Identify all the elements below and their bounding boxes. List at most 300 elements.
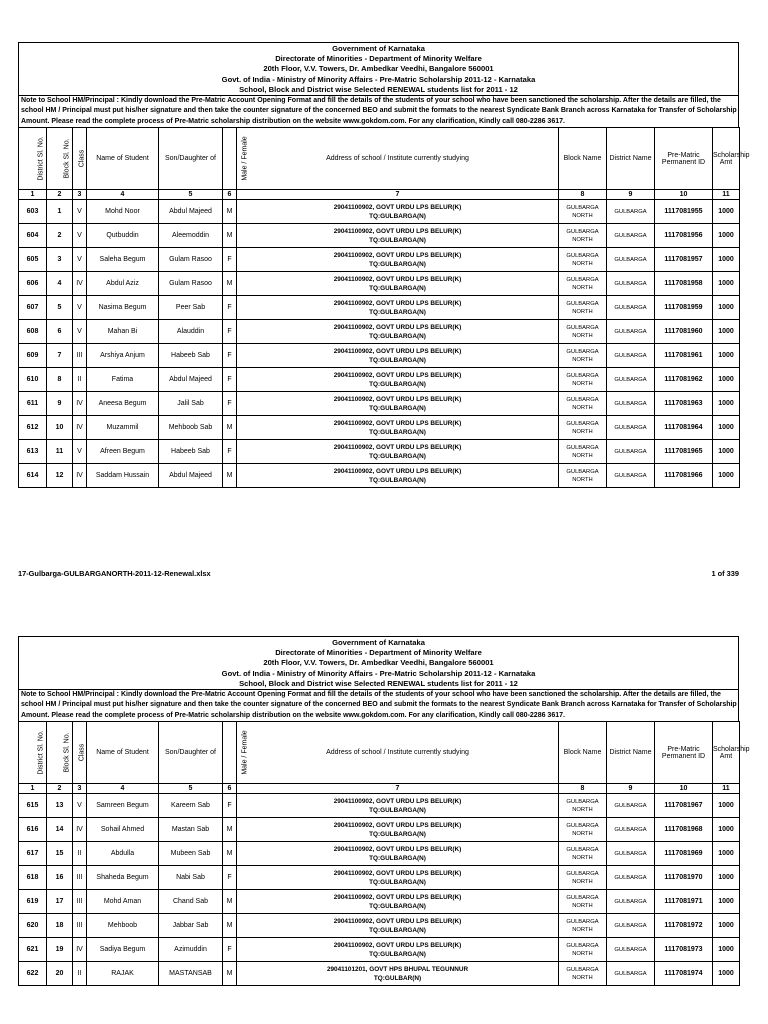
block-name-line: NORTH — [572, 356, 593, 363]
amount-cell: 1000 — [713, 392, 740, 416]
table-row — [19, 368, 740, 392]
amount-cell: 1000 — [713, 344, 740, 368]
table-row — [19, 320, 740, 344]
student-name-cell: Abdul Aziz — [87, 272, 159, 296]
block-name-line: GULBARGA — [566, 324, 599, 331]
parent-name-cell: Habeeb Sab — [159, 440, 223, 464]
address-cell — [237, 344, 559, 368]
amount-cell: 1000 — [713, 914, 740, 938]
block-sl-cell: 8 — [47, 368, 73, 392]
gender-cell: F — [223, 392, 237, 416]
district-sl-cell: 608 — [19, 320, 47, 344]
student-name-cell: RAJAK — [87, 962, 159, 986]
amount-cell: 1000 — [713, 272, 740, 296]
note-to-principal: Note to School HM/Principal : Kindly download the Pre-Matric Account Opening Format and fill the details of the students of your school who have been sanctioned the scholarship. After the details are filled, the school HM / Principal must put his/her signature and then take the counter signature of the concerned BEO and submit the formats to the nearest Syndicate Bank Branch across Karnataka for Transfer of Scholarship Amount. Please read the complete process of Pre-Matric scholarship distribution on the website www.gokdom.com. For any clarification, Kindly call 080-2286 3617. — [18, 95, 739, 127]
address-cell — [237, 248, 559, 272]
gender-cell: M — [223, 962, 237, 986]
col-address: Address of school / Institute currently studying — [237, 128, 559, 190]
permanent-id-cell: 1117081962 — [655, 368, 713, 392]
class-cell: III — [73, 914, 87, 938]
block-name-cell — [559, 296, 607, 320]
permanent-id-cell: 1117081959 — [655, 296, 713, 320]
block-name-cell — [559, 938, 607, 962]
amount-cell: 1000 — [713, 440, 740, 464]
table-row — [19, 224, 740, 248]
permanent-id-cell: 1117081965 — [655, 440, 713, 464]
student-name-cell: Qutbuddin — [87, 224, 159, 248]
amount-cell: 1000 — [713, 938, 740, 962]
district-sl-cell: 618 — [19, 866, 47, 890]
block-name-line: GULBARGA — [566, 870, 599, 877]
permanent-id-cell: 1117081969 — [655, 842, 713, 866]
district-sl-cell: 622 — [19, 962, 47, 986]
block-name-cell — [559, 392, 607, 416]
amount-cell: 1000 — [713, 200, 740, 224]
district-name-cell: GULBARGA — [607, 224, 655, 248]
table-row — [19, 962, 740, 986]
student-name-cell: Mehboob — [87, 914, 159, 938]
col-district-sl: District Sl. No. — [19, 722, 47, 784]
permanent-id-cell: 1117081971 — [655, 890, 713, 914]
col-district-sl: District Sl. No. — [19, 128, 47, 190]
district-sl-cell: 610 — [19, 368, 47, 392]
district-sl-cell: 615 — [19, 794, 47, 818]
amount-cell: 1000 — [713, 890, 740, 914]
address-line: 29041100902, GOVT URDU LPS BELUR(K) — [333, 395, 462, 403]
class-cell: IV — [73, 272, 87, 296]
block-name-cell — [559, 272, 607, 296]
block-name-line: GULBARGA — [566, 396, 599, 403]
address-line: 29041100902, GOVT URDU LPS BELUR(K) — [333, 941, 462, 949]
col-parent: Son/Daughter of — [159, 128, 223, 190]
gender-cell: F — [223, 344, 237, 368]
class-cell: IV — [73, 416, 87, 440]
address-cell — [237, 890, 559, 914]
block-name-line: NORTH — [572, 452, 593, 459]
block-name-line: GULBARGA — [566, 942, 599, 949]
table-row — [19, 296, 740, 320]
col-student-name: Name of Student — [87, 722, 159, 784]
district-name-cell: GULBARGA — [607, 248, 655, 272]
block-sl-cell: 10 — [47, 416, 73, 440]
student-name-cell: Arshiya Anjum — [87, 344, 159, 368]
block-name-line: NORTH — [572, 974, 593, 981]
class-cell: III — [73, 890, 87, 914]
permanent-id-cell: 1117081956 — [655, 224, 713, 248]
student-name-cell: Fatima — [87, 368, 159, 392]
address-line: TQ:GULBARGA(N) — [369, 308, 426, 316]
block-name-line: NORTH — [572, 284, 593, 291]
address-line: 29041100902, GOVT URDU LPS BELUR(K) — [333, 347, 462, 355]
block-name-line: NORTH — [572, 428, 593, 435]
class-cell: IV — [73, 818, 87, 842]
col-number: 1 — [19, 784, 47, 794]
permanent-id-cell: 1117081966 — [655, 464, 713, 488]
block-sl-cell: 1 — [47, 200, 73, 224]
table-row — [19, 200, 740, 224]
block-name-line: GULBARGA — [566, 468, 599, 475]
block-name-line: GULBARGA — [566, 276, 599, 283]
gender-cell: M — [223, 200, 237, 224]
permanent-id-cell: 1117081960 — [655, 320, 713, 344]
parent-name-cell: Nabi Sab — [159, 866, 223, 890]
address-cell — [237, 200, 559, 224]
address-line: TQ:GULBARGA(N) — [369, 854, 426, 862]
permanent-id-cell: 1117081955 — [655, 200, 713, 224]
address-line: 29041100902, GOVT URDU LPS BELUR(K) — [333, 275, 462, 283]
amount-cell: 1000 — [713, 842, 740, 866]
address-line: 29041100902, GOVT URDU LPS BELUR(K) — [333, 323, 462, 331]
parent-name-cell: Alauddin — [159, 320, 223, 344]
block-name-line: NORTH — [572, 902, 593, 909]
block-name-line: NORTH — [572, 308, 593, 315]
gender-cell: F — [223, 248, 237, 272]
col-permanent-id: Pre-Matric Permanent ID — [655, 722, 713, 784]
students-table — [18, 721, 750, 986]
header-line: School, Block and District wise Selected RENEWAL students list for 2011 - 12 — [239, 678, 518, 688]
amount-cell: 1000 — [713, 248, 740, 272]
block-name-line: NORTH — [572, 830, 593, 837]
address-line: 29041100902, GOVT URDU LPS BELUR(K) — [333, 467, 462, 475]
class-cell: V — [73, 794, 87, 818]
address-line: TQ:GULBARGA(N) — [369, 404, 426, 412]
block-sl-cell: 5 — [47, 296, 73, 320]
block-sl-cell: 16 — [47, 866, 73, 890]
block-name-line: GULBARGA — [566, 798, 599, 805]
block-sl-cell: 9 — [47, 392, 73, 416]
block-sl-cell: 18 — [47, 914, 73, 938]
class-cell: V — [73, 248, 87, 272]
block-sl-cell: 15 — [47, 842, 73, 866]
class-cell: V — [73, 200, 87, 224]
district-name-cell: GULBARGA — [607, 938, 655, 962]
block-name-cell — [559, 320, 607, 344]
class-cell: V — [73, 440, 87, 464]
gender-cell: M — [223, 818, 237, 842]
student-name-cell: Mahan Bi — [87, 320, 159, 344]
table-row — [19, 416, 740, 440]
block-sl-cell: 3 — [47, 248, 73, 272]
student-name-cell: Nasima Begum — [87, 296, 159, 320]
parent-name-cell: Chand Sab — [159, 890, 223, 914]
class-cell: II — [73, 368, 87, 392]
class-cell: V — [73, 224, 87, 248]
address-line: 29041100902, GOVT URDU LPS BELUR(K) — [333, 869, 462, 877]
block-name-cell — [559, 464, 607, 488]
district-name-cell: GULBARGA — [607, 368, 655, 392]
address-line: 29041100902, GOVT URDU LPS BELUR(K) — [333, 299, 462, 307]
gender-cell: F — [223, 368, 237, 392]
district-sl-cell: 604 — [19, 224, 47, 248]
gender-cell: F — [223, 866, 237, 890]
students-table — [18, 127, 750, 488]
address-line: TQ:GULBAR(N) — [373, 974, 422, 982]
col-amount: Scholarship Amt — [713, 128, 740, 190]
address-cell — [237, 368, 559, 392]
address-line: 29041100902, GOVT URDU LPS BELUR(K) — [333, 821, 462, 829]
document-header — [18, 636, 739, 689]
address-cell — [237, 914, 559, 938]
col-block-name: Block Name — [559, 128, 607, 190]
district-name-cell: GULBARGA — [607, 464, 655, 488]
col-block-sl: Block Sl. No. — [47, 128, 73, 190]
student-name-cell: Mohd Aman — [87, 890, 159, 914]
block-sl-cell: 4 — [47, 272, 73, 296]
address-line: TQ:GULBARGA(N) — [369, 476, 426, 484]
page-1 — [18, 42, 750, 488]
col-number: 8 — [559, 784, 607, 794]
col-student-name: Name of Student — [87, 128, 159, 190]
student-name-cell: Saddam Hussain — [87, 464, 159, 488]
parent-name-cell: Habeeb Sab — [159, 344, 223, 368]
class-cell: IV — [73, 938, 87, 962]
address-cell — [237, 224, 559, 248]
col-number: 11 — [713, 784, 740, 794]
address-line: 29041101201, GOVT HPS BHUPAL TEGUNNUR — [326, 965, 469, 973]
col-address: Address of school / Institute currently studying — [237, 722, 559, 784]
district-sl-cell: 614 — [19, 464, 47, 488]
gender-cell: M — [223, 842, 237, 866]
header-line: Government of Karnataka — [332, 638, 425, 647]
block-name-cell — [559, 818, 607, 842]
amount-cell: 1000 — [713, 368, 740, 392]
class-cell: V — [73, 296, 87, 320]
student-name-cell: Samreen Begum — [87, 794, 159, 818]
block-name-cell — [559, 200, 607, 224]
district-name-cell: GULBARGA — [607, 818, 655, 842]
parent-name-cell: Mubeen Sab — [159, 842, 223, 866]
address-line: TQ:GULBARGA(N) — [369, 878, 426, 886]
address-line: 29041100902, GOVT URDU LPS BELUR(K) — [333, 845, 462, 853]
gender-cell: M — [223, 890, 237, 914]
parent-name-cell: Mehboob Sab — [159, 416, 223, 440]
amount-cell: 1000 — [713, 320, 740, 344]
col-district-name: District Name — [607, 128, 655, 190]
student-name-cell: Sohail Ahmed — [87, 818, 159, 842]
address-line: TQ:GULBARGA(N) — [369, 452, 426, 460]
district-name-cell: GULBARGA — [607, 200, 655, 224]
block-name-line: NORTH — [572, 236, 593, 243]
block-name-line: NORTH — [572, 332, 593, 339]
block-name-cell — [559, 224, 607, 248]
block-name-line: GULBARGA — [566, 300, 599, 307]
col-permanent-id: Pre-Matric Permanent ID — [655, 128, 713, 190]
parent-name-cell: Azimuddin — [159, 938, 223, 962]
district-name-cell: GULBARGA — [607, 344, 655, 368]
district-name-cell: GULBARGA — [607, 320, 655, 344]
student-name-cell: Muzammil — [87, 416, 159, 440]
col-number: 6 — [223, 190, 237, 200]
block-name-line: GULBARGA — [566, 444, 599, 451]
col-number: 9 — [607, 190, 655, 200]
block-name-line: NORTH — [572, 260, 593, 267]
block-name-line: GULBARGA — [566, 204, 599, 211]
address-cell — [237, 464, 559, 488]
permanent-id-cell: 1117081972 — [655, 914, 713, 938]
address-line: TQ:GULBARGA(N) — [369, 380, 426, 388]
parent-name-cell: Aleemoddin — [159, 224, 223, 248]
address-cell — [237, 938, 559, 962]
table-row — [19, 842, 740, 866]
block-sl-cell: 19 — [47, 938, 73, 962]
student-name-cell: Saleha Begum — [87, 248, 159, 272]
block-name-line: NORTH — [572, 950, 593, 957]
block-name-cell — [559, 962, 607, 986]
col-gender: Male / Female — [223, 128, 237, 190]
address-line: TQ:GULBARGA(N) — [369, 356, 426, 364]
parent-name-cell: Mastan Sab — [159, 818, 223, 842]
district-sl-cell: 611 — [19, 392, 47, 416]
block-name-cell — [559, 368, 607, 392]
col-block-sl: Block Sl. No. — [47, 722, 73, 784]
table-row — [19, 392, 740, 416]
address-cell — [237, 272, 559, 296]
block-name-line: NORTH — [572, 806, 593, 813]
amount-cell: 1000 — [713, 794, 740, 818]
document-header — [18, 42, 739, 95]
gender-cell: M — [223, 416, 237, 440]
district-name-cell: GULBARGA — [607, 914, 655, 938]
parent-name-cell: Kareem Sab — [159, 794, 223, 818]
class-cell: III — [73, 866, 87, 890]
permanent-id-cell: 1117081961 — [655, 344, 713, 368]
permanent-id-cell: 1117081970 — [655, 866, 713, 890]
block-name-line: NORTH — [572, 212, 593, 219]
district-sl-cell: 606 — [19, 272, 47, 296]
column-number-row — [19, 190, 740, 200]
block-name-line: NORTH — [572, 878, 593, 885]
parent-name-cell: Abdul Majeed — [159, 464, 223, 488]
table-row — [19, 890, 740, 914]
col-number: 2 — [47, 784, 73, 794]
permanent-id-cell: 1117081958 — [655, 272, 713, 296]
block-name-line: NORTH — [572, 404, 593, 411]
col-number: 11 — [713, 190, 740, 200]
address-line: 29041100902, GOVT URDU LPS BELUR(K) — [333, 371, 462, 379]
col-number: 4 — [87, 784, 159, 794]
gender-cell: F — [223, 794, 237, 818]
address-line: TQ:GULBARGA(N) — [369, 902, 426, 910]
district-sl-cell: 613 — [19, 440, 47, 464]
page-2 — [18, 636, 750, 986]
footer-page-number: 1 of 339 — [711, 569, 739, 578]
block-sl-cell: 20 — [47, 962, 73, 986]
parent-name-cell: Gulam Rasoo — [159, 248, 223, 272]
column-headers — [19, 128, 740, 190]
note-to-principal: Note to School HM/Principal : Kindly download the Pre-Matric Account Opening Format and fill the details of the students of your school who have been sanctioned the scholarship. After the details are filled, the school HM / Principal must put his/her signature and then take the counter signature of the concerned BEO and submit the formats to the nearest Syndicate Bank Branch across Karnataka for Transfer of Scholarship Amount. Please read the complete process of Pre-Matric scholarship distribution on the website www.gokdom.com. For any clarification, Kindly call 080-2286 3617. — [18, 689, 739, 721]
amount-cell: 1000 — [713, 296, 740, 320]
district-sl-cell: 620 — [19, 914, 47, 938]
district-sl-cell: 605 — [19, 248, 47, 272]
student-name-cell: Mohd Noor — [87, 200, 159, 224]
permanent-id-cell: 1117081974 — [655, 962, 713, 986]
address-line: TQ:GULBARGA(N) — [369, 926, 426, 934]
district-name-cell: GULBARGA — [607, 296, 655, 320]
table-row — [19, 248, 740, 272]
col-number: 7 — [237, 190, 559, 200]
address-cell — [237, 842, 559, 866]
parent-name-cell: MASTANSAB — [159, 962, 223, 986]
address-cell — [237, 818, 559, 842]
address-cell — [237, 866, 559, 890]
block-name-cell — [559, 344, 607, 368]
permanent-id-cell: 1117081973 — [655, 938, 713, 962]
block-name-line: GULBARGA — [566, 966, 599, 973]
col-number: 1 — [19, 190, 47, 200]
district-sl-cell: 617 — [19, 842, 47, 866]
block-name-line: GULBARGA — [566, 252, 599, 259]
table-body — [19, 794, 740, 986]
student-name-cell: Shaheda Begum — [87, 866, 159, 890]
district-sl-cell: 616 — [19, 818, 47, 842]
table-row — [19, 818, 740, 842]
district-sl-cell: 612 — [19, 416, 47, 440]
address-cell — [237, 440, 559, 464]
col-number: 5 — [159, 784, 223, 794]
district-sl-cell: 621 — [19, 938, 47, 962]
col-number: 7 — [237, 784, 559, 794]
table-row — [19, 866, 740, 890]
amount-cell: 1000 — [713, 866, 740, 890]
address-cell — [237, 392, 559, 416]
column-number-row — [19, 784, 740, 794]
page-footer — [18, 569, 739, 578]
block-sl-cell: 17 — [47, 890, 73, 914]
district-name-cell: GULBARGA — [607, 866, 655, 890]
parent-name-cell: Gulam Rasoo — [159, 272, 223, 296]
block-name-cell — [559, 890, 607, 914]
header-line: School, Block and District wise Selected RENEWAL students list for 2011 - 12 — [239, 84, 518, 94]
table-row — [19, 272, 740, 296]
col-block-name: Block Name — [559, 722, 607, 784]
student-name-cell: Afreen Begum — [87, 440, 159, 464]
address-cell — [237, 416, 559, 440]
block-sl-cell: 11 — [47, 440, 73, 464]
district-name-cell: GULBARGA — [607, 962, 655, 986]
address-line: 29041100902, GOVT URDU LPS BELUR(K) — [333, 917, 462, 925]
address-line: TQ:GULBARGA(N) — [369, 260, 426, 268]
district-sl-cell: 619 — [19, 890, 47, 914]
header-line: Directorate of Minorities - Department of Minority Welfare — [275, 54, 482, 64]
district-name-cell: GULBARGA — [607, 794, 655, 818]
block-name-cell — [559, 416, 607, 440]
col-class: Class — [73, 128, 87, 190]
col-number: 6 — [223, 784, 237, 794]
parent-name-cell: Jabbar Sab — [159, 914, 223, 938]
block-name-line: NORTH — [572, 926, 593, 933]
address-cell — [237, 320, 559, 344]
class-cell: II — [73, 842, 87, 866]
address-line: 29041100902, GOVT URDU LPS BELUR(K) — [333, 443, 462, 451]
col-amount: Scholarship Amt — [713, 722, 740, 784]
col-parent: Son/Daughter of — [159, 722, 223, 784]
address-line: 29041100902, GOVT URDU LPS BELUR(K) — [333, 203, 462, 211]
header-line: Govt. of India - Ministry of Minority Affairs - Pre-Matric Scholarship 2011-12 - Karnataka — [221, 668, 536, 678]
gender-cell: M — [223, 224, 237, 248]
address-line: 29041100902, GOVT URDU LPS BELUR(K) — [333, 893, 462, 901]
permanent-id-cell: 1117081964 — [655, 416, 713, 440]
district-name-cell: GULBARGA — [607, 440, 655, 464]
block-sl-cell: 13 — [47, 794, 73, 818]
col-number: 8 — [559, 190, 607, 200]
col-district-name: District Name — [607, 722, 655, 784]
col-number: 9 — [607, 784, 655, 794]
col-number: 3 — [73, 190, 87, 200]
permanent-id-cell: 1117081963 — [655, 392, 713, 416]
parent-name-cell: Peer Sab — [159, 296, 223, 320]
block-name-line: NORTH — [572, 854, 593, 861]
address-line: TQ:GULBARGA(N) — [369, 212, 426, 220]
